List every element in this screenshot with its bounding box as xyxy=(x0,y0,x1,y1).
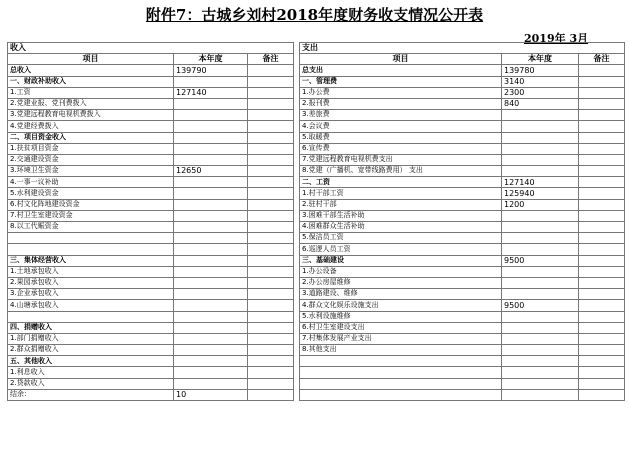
income-amount-cell xyxy=(174,311,248,322)
income-item-cell: 总收入 xyxy=(8,65,174,76)
table-row xyxy=(8,378,625,389)
table-row xyxy=(8,154,625,165)
expense-item-cell xyxy=(300,389,502,400)
expense-item-cell xyxy=(300,367,502,378)
income-item-cell: 四、捐赠收入 xyxy=(8,322,174,333)
report-date: 2019年 3月 xyxy=(524,32,589,45)
expense-amount-cell xyxy=(502,378,579,389)
expense-amount-cell xyxy=(502,345,579,356)
expense-amount-cell xyxy=(502,210,579,221)
income-item-cell: 三、集体经营收入 xyxy=(8,255,174,266)
expense-item-cell: 4.群众文化娱乐设施支出 xyxy=(300,300,502,311)
income-note-cell xyxy=(248,154,294,165)
expense-amount-cell xyxy=(502,277,579,288)
table-row xyxy=(8,76,625,87)
table-row xyxy=(8,277,625,288)
income-note-cell xyxy=(248,143,294,154)
income-note-cell xyxy=(248,199,294,210)
expense-amount-cell: 127140 xyxy=(502,177,579,188)
expense-amount-cell xyxy=(502,266,579,277)
table-row xyxy=(8,356,625,367)
income-item-cell: 4.党建经费拨入 xyxy=(8,121,174,132)
income-amount-cell xyxy=(174,356,248,367)
column-header-row xyxy=(8,54,625,65)
expense-item-cell: 2.报刊费 xyxy=(300,98,502,109)
income-amount-cell xyxy=(174,300,248,311)
expense-amount-cell xyxy=(502,367,579,378)
income-note-cell xyxy=(248,177,294,188)
expense-amount-header: 本年度 xyxy=(502,54,579,65)
income-item-cell: 1.土地承包收入 xyxy=(8,266,174,277)
income-note-header: 备注 xyxy=(248,54,294,65)
expense-note-cell xyxy=(579,244,625,255)
expense-amount-cell xyxy=(502,322,579,333)
expense-note-cell xyxy=(579,322,625,333)
income-amount-cell xyxy=(174,177,248,188)
income-amount-cell xyxy=(174,199,248,210)
income-amount-cell: 127140 xyxy=(174,87,248,98)
income-amount-cell xyxy=(174,132,248,143)
income-note-cell xyxy=(248,132,294,143)
income-note-cell xyxy=(248,121,294,132)
expense-amount-cell xyxy=(502,154,579,165)
expense-amount-cell xyxy=(502,121,579,132)
table-row xyxy=(8,199,625,210)
income-amount-cell xyxy=(174,322,248,333)
income-item-cell xyxy=(8,311,174,322)
income-amount-cell xyxy=(174,367,248,378)
income-note-cell xyxy=(248,289,294,300)
income-section-label: 收入 xyxy=(8,43,294,54)
expense-item-cell: 8.党建（广播机、宽带线路费用） 支出 xyxy=(300,166,502,177)
income-item-cell: 2.交通建设资金 xyxy=(8,154,174,165)
expense-item-cell: 4.困难群众生活补助 xyxy=(300,222,502,233)
expense-note-cell xyxy=(579,311,625,322)
expense-amount-cell xyxy=(502,132,579,143)
table-row xyxy=(8,345,625,356)
expense-note-cell xyxy=(579,289,625,300)
income-amount-cell: 10 xyxy=(174,389,248,400)
expense-amount-cell xyxy=(502,244,579,255)
expense-item-cell: 6.巡逻人员工资 xyxy=(300,244,502,255)
income-amount-cell xyxy=(174,255,248,266)
table-row xyxy=(8,322,625,333)
table-row xyxy=(8,110,625,121)
income-amount-cell xyxy=(174,266,248,277)
income-note-cell xyxy=(248,322,294,333)
table-row xyxy=(8,222,625,233)
table-row xyxy=(8,255,625,266)
expense-note-cell xyxy=(579,87,625,98)
expense-note-cell xyxy=(579,255,625,266)
income-item-cell: 3.企业承包收入 xyxy=(8,289,174,300)
expense-note-cell xyxy=(579,356,625,367)
expense-item-cell: 6.宣传费 xyxy=(300,143,502,154)
income-item-cell: 2.群众捐赠收入 xyxy=(8,345,174,356)
expense-amount-cell xyxy=(502,143,579,154)
income-note-cell xyxy=(248,98,294,109)
income-note-cell xyxy=(248,87,294,98)
expense-amount-cell: 125940 xyxy=(502,188,579,199)
expense-item-cell: 3.差旅费 xyxy=(300,110,502,121)
income-note-cell xyxy=(248,311,294,322)
income-note-cell xyxy=(248,266,294,277)
expense-note-cell xyxy=(579,378,625,389)
table-row xyxy=(8,244,625,255)
table-row xyxy=(8,188,625,199)
expense-amount-cell: 2300 xyxy=(502,87,579,98)
table-row xyxy=(8,177,625,188)
income-amount-cell xyxy=(174,98,248,109)
finance-table xyxy=(7,42,625,401)
income-item-cell: 2.果园承包收入 xyxy=(8,277,174,288)
income-amount-cell xyxy=(174,333,248,344)
income-amount-cell xyxy=(174,188,248,199)
table-row xyxy=(8,65,625,76)
expense-note-cell xyxy=(579,210,625,221)
expense-amount-cell xyxy=(502,233,579,244)
income-note-cell xyxy=(248,222,294,233)
expense-note-cell xyxy=(579,277,625,288)
expense-item-cell: 1.办公设备 xyxy=(300,266,502,277)
table-row xyxy=(8,289,625,300)
income-note-cell xyxy=(248,65,294,76)
expense-amount-cell xyxy=(502,356,579,367)
income-item-cell: 2.贷款收入 xyxy=(8,378,174,389)
income-amount-cell xyxy=(174,289,248,300)
expense-item-cell: 1.办公费 xyxy=(300,87,502,98)
income-note-cell xyxy=(248,244,294,255)
expense-amount-cell: 9500 xyxy=(502,255,579,266)
expense-item-cell xyxy=(300,378,502,389)
expense-note-cell xyxy=(579,300,625,311)
table-row xyxy=(8,87,625,98)
expense-section-label: 支出 xyxy=(300,43,625,54)
expense-amount-cell: 9500 xyxy=(502,300,579,311)
expense-item-cell: 8.其他支出 xyxy=(300,345,502,356)
expense-note-cell xyxy=(579,177,625,188)
income-amount-cell xyxy=(174,210,248,221)
table-row xyxy=(8,121,625,132)
income-note-cell xyxy=(248,76,294,87)
income-item-cell: 1.扶贫项目资金 xyxy=(8,143,174,154)
expense-item-cell: 5.保洁员工资 xyxy=(300,233,502,244)
table-row xyxy=(8,266,625,277)
expense-note-cell xyxy=(579,188,625,199)
income-item-cell xyxy=(8,233,174,244)
expense-item-cell: 2.驻村干部 xyxy=(300,199,502,210)
income-item-cell: 3.环境卫生资金 xyxy=(8,166,174,177)
expense-amount-cell xyxy=(502,311,579,322)
income-item-cell: 4.山塘承包收入 xyxy=(8,300,174,311)
income-item-cell: 5.水利建设资金 xyxy=(8,188,174,199)
expense-item-cell: 5.取暖费 xyxy=(300,132,502,143)
expense-amount-cell xyxy=(502,389,579,400)
income-amount-cell xyxy=(174,277,248,288)
income-item-cell: 7.村卫生室建设资金 xyxy=(8,210,174,221)
expense-note-cell xyxy=(579,132,625,143)
income-item-cell: 1.工资 xyxy=(8,87,174,98)
expense-note-cell xyxy=(579,367,625,378)
expense-note-cell xyxy=(579,65,625,76)
table-row xyxy=(8,233,625,244)
income-amount-cell xyxy=(174,345,248,356)
income-note-cell xyxy=(248,210,294,221)
expense-item-cell: 7.村集体发展产业支出 xyxy=(300,333,502,344)
income-note-cell xyxy=(248,367,294,378)
income-item-cell: 4.一事一议补助 xyxy=(8,177,174,188)
income-amount-cell xyxy=(174,76,248,87)
expense-note-cell xyxy=(579,166,625,177)
expense-note-header: 备注 xyxy=(579,54,625,65)
expense-amount-cell: 1200 xyxy=(502,199,579,210)
income-note-cell xyxy=(248,277,294,288)
income-amount-cell: 12650 xyxy=(174,166,248,177)
expense-amount-cell: 840 xyxy=(502,98,579,109)
expense-amount-cell xyxy=(502,289,579,300)
table-row xyxy=(8,300,625,311)
income-amount-cell xyxy=(174,233,248,244)
expense-item-cell: 3.困难干部生活补助 xyxy=(300,210,502,221)
income-note-cell xyxy=(248,300,294,311)
expense-item-cell: 2.办公房屋维修 xyxy=(300,277,502,288)
table-row xyxy=(8,210,625,221)
expense-note-cell xyxy=(579,333,625,344)
expense-amount-cell: 3140 xyxy=(502,76,579,87)
expense-item-cell: 三、基础建设 xyxy=(300,255,502,266)
expense-note-cell xyxy=(579,154,625,165)
income-note-cell xyxy=(248,333,294,344)
income-item-cell: 2.党建业报、党刊费拨入 xyxy=(8,98,174,109)
expense-item-cell: 3.道路建设、维修 xyxy=(300,289,502,300)
expense-item-cell xyxy=(300,356,502,367)
income-amount-cell xyxy=(174,244,248,255)
expense-item-cell: 4.会议费 xyxy=(300,121,502,132)
income-item-cell: 五、其他收入 xyxy=(8,356,174,367)
expense-amount-cell xyxy=(502,110,579,121)
income-amount-cell xyxy=(174,222,248,233)
income-amount-cell xyxy=(174,121,248,132)
income-amount-cell: 139790 xyxy=(174,65,248,76)
income-item-cell xyxy=(8,244,174,255)
income-note-cell xyxy=(248,345,294,356)
expense-item-cell: 总支出 xyxy=(300,65,502,76)
income-amount-cell xyxy=(174,154,248,165)
income-note-cell xyxy=(248,255,294,266)
expense-amount-cell: 139780 xyxy=(502,65,579,76)
table-row xyxy=(8,132,625,143)
section-header-row xyxy=(8,43,625,54)
income-item-cell: 二、项目资金收入 xyxy=(8,132,174,143)
expense-note-cell xyxy=(579,110,625,121)
table-row xyxy=(8,98,625,109)
income-item-cell: 1.利息收入 xyxy=(8,367,174,378)
income-amount-header: 本年度 xyxy=(174,54,248,65)
expense-note-cell xyxy=(579,266,625,277)
expense-item-cell: 5.水利设施维修 xyxy=(300,311,502,322)
income-item-cell: 8.以工代赈资金 xyxy=(8,222,174,233)
expense-note-cell xyxy=(579,199,625,210)
income-amount-cell xyxy=(174,110,248,121)
income-item-cell: 6.村文化阵地建设资金 xyxy=(8,199,174,210)
table-row xyxy=(8,367,625,378)
income-note-cell xyxy=(248,378,294,389)
income-amount-cell xyxy=(174,143,248,154)
expense-item-cell: 6.村卫生室建设支出 xyxy=(300,322,502,333)
income-note-cell xyxy=(248,166,294,177)
income-item-cell: 一、财政补助收入 xyxy=(8,76,174,87)
expense-note-cell xyxy=(579,143,625,154)
expense-item-cell: 一、管理费 xyxy=(300,76,502,87)
expense-amount-cell xyxy=(502,166,579,177)
expense-note-cell xyxy=(579,389,625,400)
expense-note-cell xyxy=(579,76,625,87)
table-row xyxy=(8,389,625,400)
expense-item-header: 项目 xyxy=(300,54,502,65)
income-item-cell: 3.党建远程教育电视机费拨入 xyxy=(8,110,174,121)
income-note-cell xyxy=(248,356,294,367)
income-item-header: 项目 xyxy=(8,54,174,65)
income-amount-cell xyxy=(174,378,248,389)
table-row xyxy=(8,333,625,344)
table-row xyxy=(8,166,625,177)
table-row xyxy=(8,311,625,322)
expense-amount-cell xyxy=(502,222,579,233)
page-title: 附件7：古城乡刘村2018年度财务收支情况公开表 xyxy=(145,6,484,24)
income-note-cell xyxy=(248,188,294,199)
income-item-cell: 结余： xyxy=(8,389,174,400)
expense-item-cell: 二、工资 xyxy=(300,177,502,188)
income-note-cell xyxy=(248,233,294,244)
income-note-cell xyxy=(248,389,294,400)
income-note-cell xyxy=(248,110,294,121)
expense-note-cell xyxy=(579,121,625,132)
expense-note-cell xyxy=(579,233,625,244)
table-row xyxy=(8,143,625,154)
expense-item-cell: 7.党建远程教育电视机费支出 xyxy=(300,154,502,165)
income-item-cell: 1.部门捐赠收入 xyxy=(8,333,174,344)
expense-note-cell xyxy=(579,98,625,109)
expense-item-cell: 1.村干部工资 xyxy=(300,188,502,199)
expense-note-cell xyxy=(579,345,625,356)
expense-amount-cell xyxy=(502,333,579,344)
expense-note-cell xyxy=(579,222,625,233)
